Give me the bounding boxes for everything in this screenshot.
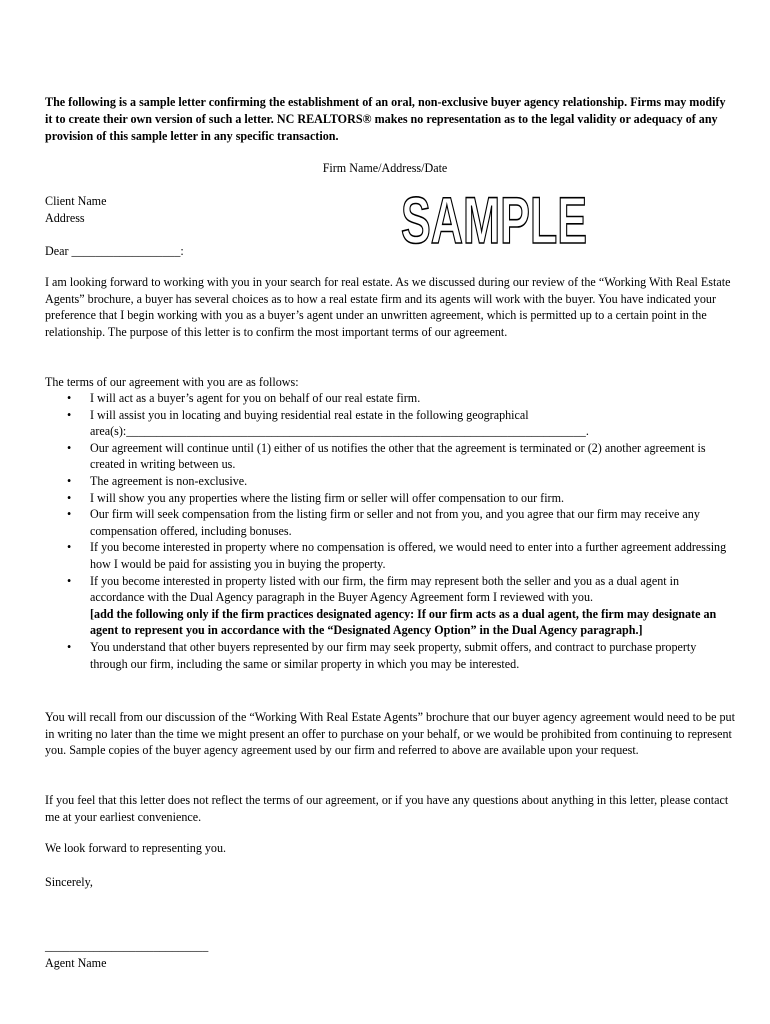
firm-name-address-date: Firm Name/Address/Date [322, 161, 448, 175]
term-item: • If you become interested in property where no compensation is offered, we would need to enter into a further agreement addressing how I would be paid for assisting you in buying the property. [67, 540, 727, 571]
bullet: • [67, 473, 72, 488]
term-item: • I will act as a buyer’s agent for you on behalf of our real estate firm. [67, 391, 421, 405]
bullet: • [67, 490, 72, 505]
terms-list [45, 390, 735, 672]
terms-intro: The terms of our agreement with you are as follows: [45, 375, 299, 389]
term-item: • Our agreement will continue until (1) either of us notifies the other that the agreement is terminated or (2) another agreement is created in writing between us. [67, 440, 706, 472]
bullet: • [67, 573, 72, 588]
paragraph-agreement-writing: You will recall from our discussion of the “Working With Real Estate Agents” brochure that our buyer agency agreement would need to be put in writing no later than the time we might present an offer to purchase on your behalf, or we would be prohibited from continuing to represent you. Sample copies of the buyer agency agreement used by our firm and referred to above are available upon your request. [45, 710, 735, 758]
paragraph-look-forward: We look forward to representing you. [45, 841, 227, 855]
disclaimer-intro: The following is a sample letter confirming the establishment of an oral, non-exclusive buyer agency relationship. Firms may modify it to create their own version of such a letter. NC REALTORS® makes no representation as to the legal validity or adequacy of any provision of this sample letter in any specific transaction. [45, 95, 726, 143]
client-block [45, 193, 106, 226]
bullet: • [67, 407, 72, 422]
signature-line: ___________________________ [45, 939, 209, 953]
bullet: • [67, 440, 72, 455]
sample-stamp [398, 183, 590, 257]
paragraph-contact: If you feel that this letter does not reflect the terms of our agreement, or if you have any questions about anything in this letter, please contact me at your earliest convenience. [45, 793, 729, 824]
greeting: Dear __________________: [45, 244, 184, 258]
term-item: • You understand that other buyers represented by our firm may seek property, submit offers, and contract to purchase property through our firm, including the same or similar property in which you may be interested. [67, 639, 697, 671]
term-item: • Our firm will seek compensation from the listing firm or seller and not from you, and you agree that our firm may receive any compensation offered, including bonuses. [67, 507, 700, 538]
client-address: Address [45, 210, 85, 225]
term-item: • I will show you any properties where the listing firm or seller will offer compensation to our firm. [67, 490, 565, 505]
term-item: • I will assist you in locating and buying residential real estate in the following geographical area(s):____________________________________________________________________________. [67, 407, 589, 439]
bullet: • [67, 639, 72, 654]
bullet: • [67, 507, 72, 522]
agent-name: Agent Name [45, 956, 107, 970]
sample-stamp-text: SAMPLE [401, 183, 587, 257]
term-item: • The agreement is non-exclusive. [67, 473, 248, 488]
term-item: • If you become interested in property listed with our firm, the firm may represent both the seller and you as a dual agent in accordance with the Dual Agency paragraph in the Buyer Agency Agreement form I reviewed with you. [add the following only if the firm practices designated agency: If our firm acts as a dual agent, the firm may designate an agent to represent you in accordance with the “Designated Agency Option” in the Dual Agency paragraph.] [67, 573, 717, 638]
client-name: Client Name [45, 194, 107, 208]
paragraph-intro: I am looking forward to working with you in your search for real estate. As we discussed during our review of the “Working With Real Estate Agents” brochure, a buyer has several choices as to how a real estate firm and its agents will work with the buyer. You have indicated your preference that I begin working with you as a buyer’s agent under an unwritten agreement, which is permitted up to a certain point in the relationship. The purpose of this letter is to confirm the most important terms of our agreement. [45, 275, 731, 339]
bullet: • [67, 540, 72, 555]
closing: Sincerely, [45, 875, 93, 889]
designated-agency-note: [add the following only if the firm practices designated agency: If our firm acts as a dual agent, the firm may designate an agent to represent you in accordance with the “Designated Agency Option” in the Dual Agency paragraph.] [90, 606, 717, 638]
bullet: • [67, 391, 72, 405]
